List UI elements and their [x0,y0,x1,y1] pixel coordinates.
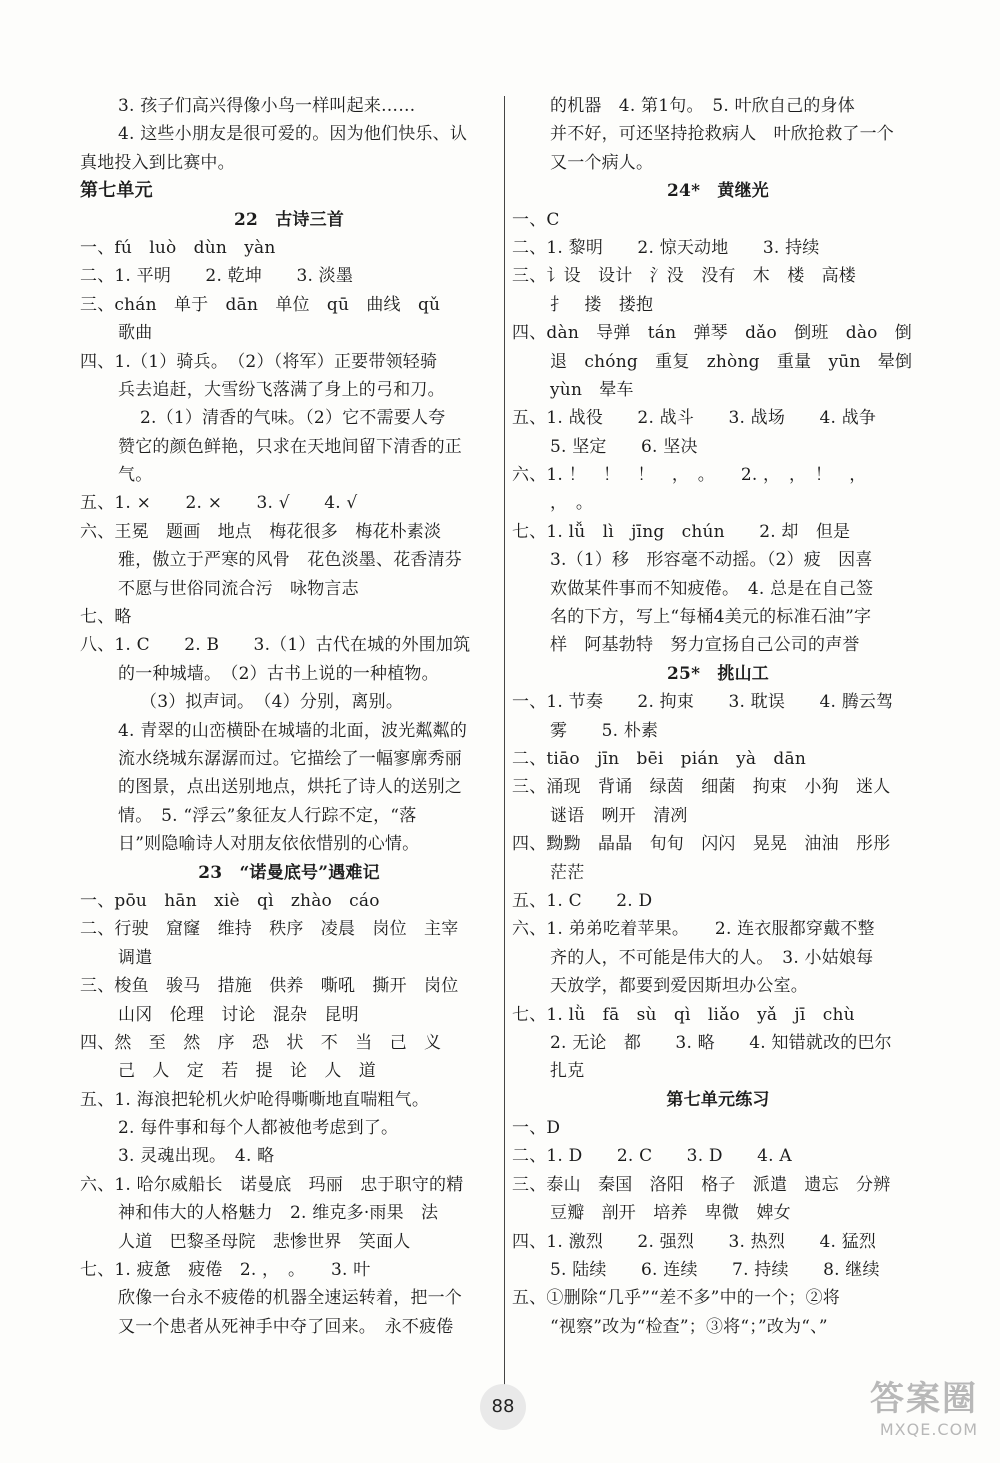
answer-line: 3.（1）移 形容毫不动摇。（2）疲 因喜 [550,550,873,571]
watermark-main: 答案圈 [870,1379,978,1419]
answer-line: 4. 青翠的山峦横卧在城墙的北面，波光粼粼的 [118,720,468,741]
answer-line: 4. 这些小朋友是很可爱的。因为他们快乐、认 [118,124,468,145]
answer-line: ， 。 [550,493,594,514]
watermark-logo [808,1379,978,1449]
answer-line: 又一个病人。 [550,152,654,173]
answer-line: 二、1. 黎明 2. 惊天动地 3. 持续 [512,237,820,258]
answer-line: 七、1. lǜ fā sù qì liǎo yǎ jī chù [512,1004,855,1025]
answer-line: 退 chóng 重复 zhòng 重量 yūn 晕倒 [550,351,913,372]
answer-line: 不愿与世俗同流合污 咏物言志 [118,578,359,599]
answer-line: 并不好，可还坚持抢救病人 叶欣抢救了一个 [550,124,894,145]
section-heading: 23 “诺曼底号”遇难记 [198,862,380,883]
answer-line: 神和伟大的人格魅力 2. 维克多·雨果 法 [118,1203,439,1224]
answer-line: 四、dàn 导弹 tán 弹琴 dǎo 倒班 dào 倒 [512,323,912,344]
answer-line: 三、梭鱼 骏马 措施 供养 嘶吼 撕开 岗位 [80,976,459,997]
answer-line: 七、1. lǚ lì jīng chún 2. 却 但是 [512,521,851,542]
section-heading: 25* 挑山工 [667,663,769,684]
page-number: 88 [480,1384,526,1430]
answer-line: 兵去追赶，大雪纷飞落满了身上的弓和刀。 [118,379,445,400]
answer-line: 二、tiāo jīn bēi pián yà dān [512,748,806,769]
answer-line: 己 人 定 若 提 论 人 道 [118,1061,376,1082]
answer-line: 真地投入到比赛中。 [80,152,235,173]
answer-line: 2.（1）清香的气味。（2）它不需要人夸 [140,408,446,429]
left-column [80,92,498,1341]
answer-line: 二、1. D 2. C 3. D 4. A [512,1146,792,1167]
section-heading: 24* 黄继光 [667,181,769,202]
answer-line: 二、1. 平明 2. 乾坤 3. 淡墨 [80,266,354,287]
answer-line: 3. 孩子们高兴得像小鸟一样叫起来…… [118,96,416,116]
answer-line: 样 阿基勃特 努力宣扬自己公司的声誉 [550,635,860,656]
answer-line: 的机器 4. 第1句。 5. 叶欣自己的身体 [550,96,855,116]
answer-line: 2. 无论 都 3. 略 4. 知错就改的巴尔 [550,1032,892,1053]
answer-line: 调遣 [118,947,153,968]
answer-line: 又一个患者从死神手中夺了回来。 永不疲倦 [118,1316,454,1337]
answer-line: 扌 搂 搂抱 [550,294,654,315]
answer-line: 三、涌现 背诵 绿茵 细菌 拘束 小狗 迷人 [512,777,891,798]
answer-line: 豆瓣 剖开 培养 卑微 婢女 [550,1203,791,1224]
answer-line: 齐的人，不可能是伟大的人。 3. 小姑娘每 [550,947,874,968]
answer-line: 情。 5. “浮云”象征友人行踪不定，“落 [118,805,417,826]
section-heading: 第七单元 [80,180,153,202]
answer-line: 四、黝黝 晶晶 旬旬 闪闪 晃晃 油油 彤彤 [512,834,891,855]
answer-line: 一、fú luò dùn yàn [80,237,276,258]
answer-line: 五、1. × 2. × 3. √ 4. √ [80,493,358,514]
column-divider [504,96,505,1396]
answer-line: 山冈 伦理 讨论 混杂 昆明 [118,1004,359,1025]
answer-line: 雅，傲立于严寒的风骨 花色淡墨、花香清芬 [118,550,462,571]
answer-line: 天放学，都要到爱因斯坦办公室。 [550,976,808,997]
answer-line: 四、1.（1）骑兵。 （2）（将军）正要带领轻骑 [80,351,438,372]
answer-line: 五、1. C 2. D [512,890,653,911]
answer-line: 茫茫 [550,862,585,883]
answer-line: 欢做某件事而不知疲倦。 4. 总是在自己签 [550,578,874,599]
answer-line: 二、行驶 窟窿 维持 秩序 凌晨 岗位 主宰 [80,919,459,940]
answer-line: 谜语 咧开 清冽 [550,805,688,826]
answer-line: 四、1. 激烈 2. 强烈 3. 热烈 4. 猛烈 [512,1231,877,1252]
answer-line: 三、讠设 设计 氵没 没有 木 楼 高楼 [512,266,856,287]
answer-line: 2. 每件事和每个人都被他考虑到了。 [118,1118,399,1139]
right-column [512,92,924,1341]
answer-line: 日”则隐喻诗人对朋友依依惜别的心情。 [118,834,420,855]
section-heading: 22 古诗三首 [233,209,345,230]
answer-line: 一、pōu hān xiè qì zhào cáo [80,890,380,911]
answer-line: 三、泰山 秦国 洛阳 格子 派遣 遗忘 分辨 [512,1174,891,1195]
section-heading: 第七单元练习 [666,1089,770,1110]
watermark-sub: MXQE.COM [879,1420,978,1439]
answer-line: 六、王冕 题画 地点 梅花很多 梅花朴素淡 [80,521,442,542]
answer-line: （3）拟声词。 （4）分别，离别。 [140,692,404,713]
answer-line: 名的下方，写上“每桶4美元的标准石油”字 [550,607,872,628]
answer-line: 3. 灵魂出现。 4. 略 [118,1146,275,1167]
answer-line: 四、然 至 然 序 恐 状 不 当 己 义 [80,1032,442,1053]
answer-line: 歌曲 [118,323,153,344]
answer-line: 六、1. 哈尔威船长 诺曼底 玛丽 忠于职守的精 [80,1174,464,1195]
answer-line: 流水绕城东潺潺而过。它描绘了一幅寥廓秀丽 [118,748,462,769]
answer-line: 三、chán 单于 dān 单位 qū 曲线 qǔ [80,294,441,315]
answer-line: 五、①删除“几乎”“差不多”中的一个；②将 [512,1288,840,1309]
answer-line: 一、1. 节奏 2. 拘束 3. 耽误 4. 腾云驾 [512,692,894,713]
answer-line: 欣像一台永不疲倦的机器全速运转着，把一个 [118,1288,462,1309]
answer-line: 六、1. ！ ！ ！ ， 。 2. ， ， ！ ， [512,465,867,486]
answer-line: 七、1. 疲惫 疲倦 2. ， 。 3. 叶 [80,1260,371,1281]
answer-line: 五、1. 战役 2. 战斗 3. 战场 4. 战争 [512,408,877,429]
answer-line: 扎克 [550,1061,585,1082]
answer-line: 5. 陆续 6. 连续 7. 持续 8. 继续 [550,1260,880,1281]
answer-line: 六、1. 弟弟吃着苹果。 2. 连衣服都穿戴不整 [512,919,875,940]
answer-line: 一、D [512,1118,561,1139]
answer-line: 的一种城墙。 （2）古书上说的一种植物。 [118,663,439,684]
answer-line: 一、C [512,209,560,230]
answer-line: yùn 晕车 [550,379,634,400]
answer-line: 人道 巴黎圣母院 悲惨世界 笑面人 [118,1231,411,1252]
answer-line: 八、1. C 2. B 3.（1）古代在城的外围加筑 [80,635,471,656]
answer-line: 的图景，点出送别地点，烘托了诗人的送别之 [118,777,462,798]
answer-line: 赞它的颜色鲜艳，只求在天地间留下清香的正 [118,436,462,457]
answer-line: 雾 5. 朴素 [550,720,659,741]
answer-line: 5. 坚定 6. 坚决 [550,436,698,457]
answer-line: 气。 [118,465,153,486]
answer-line: 五、1. 海浪把轮机火炉呛得嘶嘶地直喘粗气。 [80,1089,430,1110]
answer-line: 七、略 [80,607,132,628]
answer-line: “视察”改为“检查”；③将“；”改为“、” [550,1316,828,1337]
